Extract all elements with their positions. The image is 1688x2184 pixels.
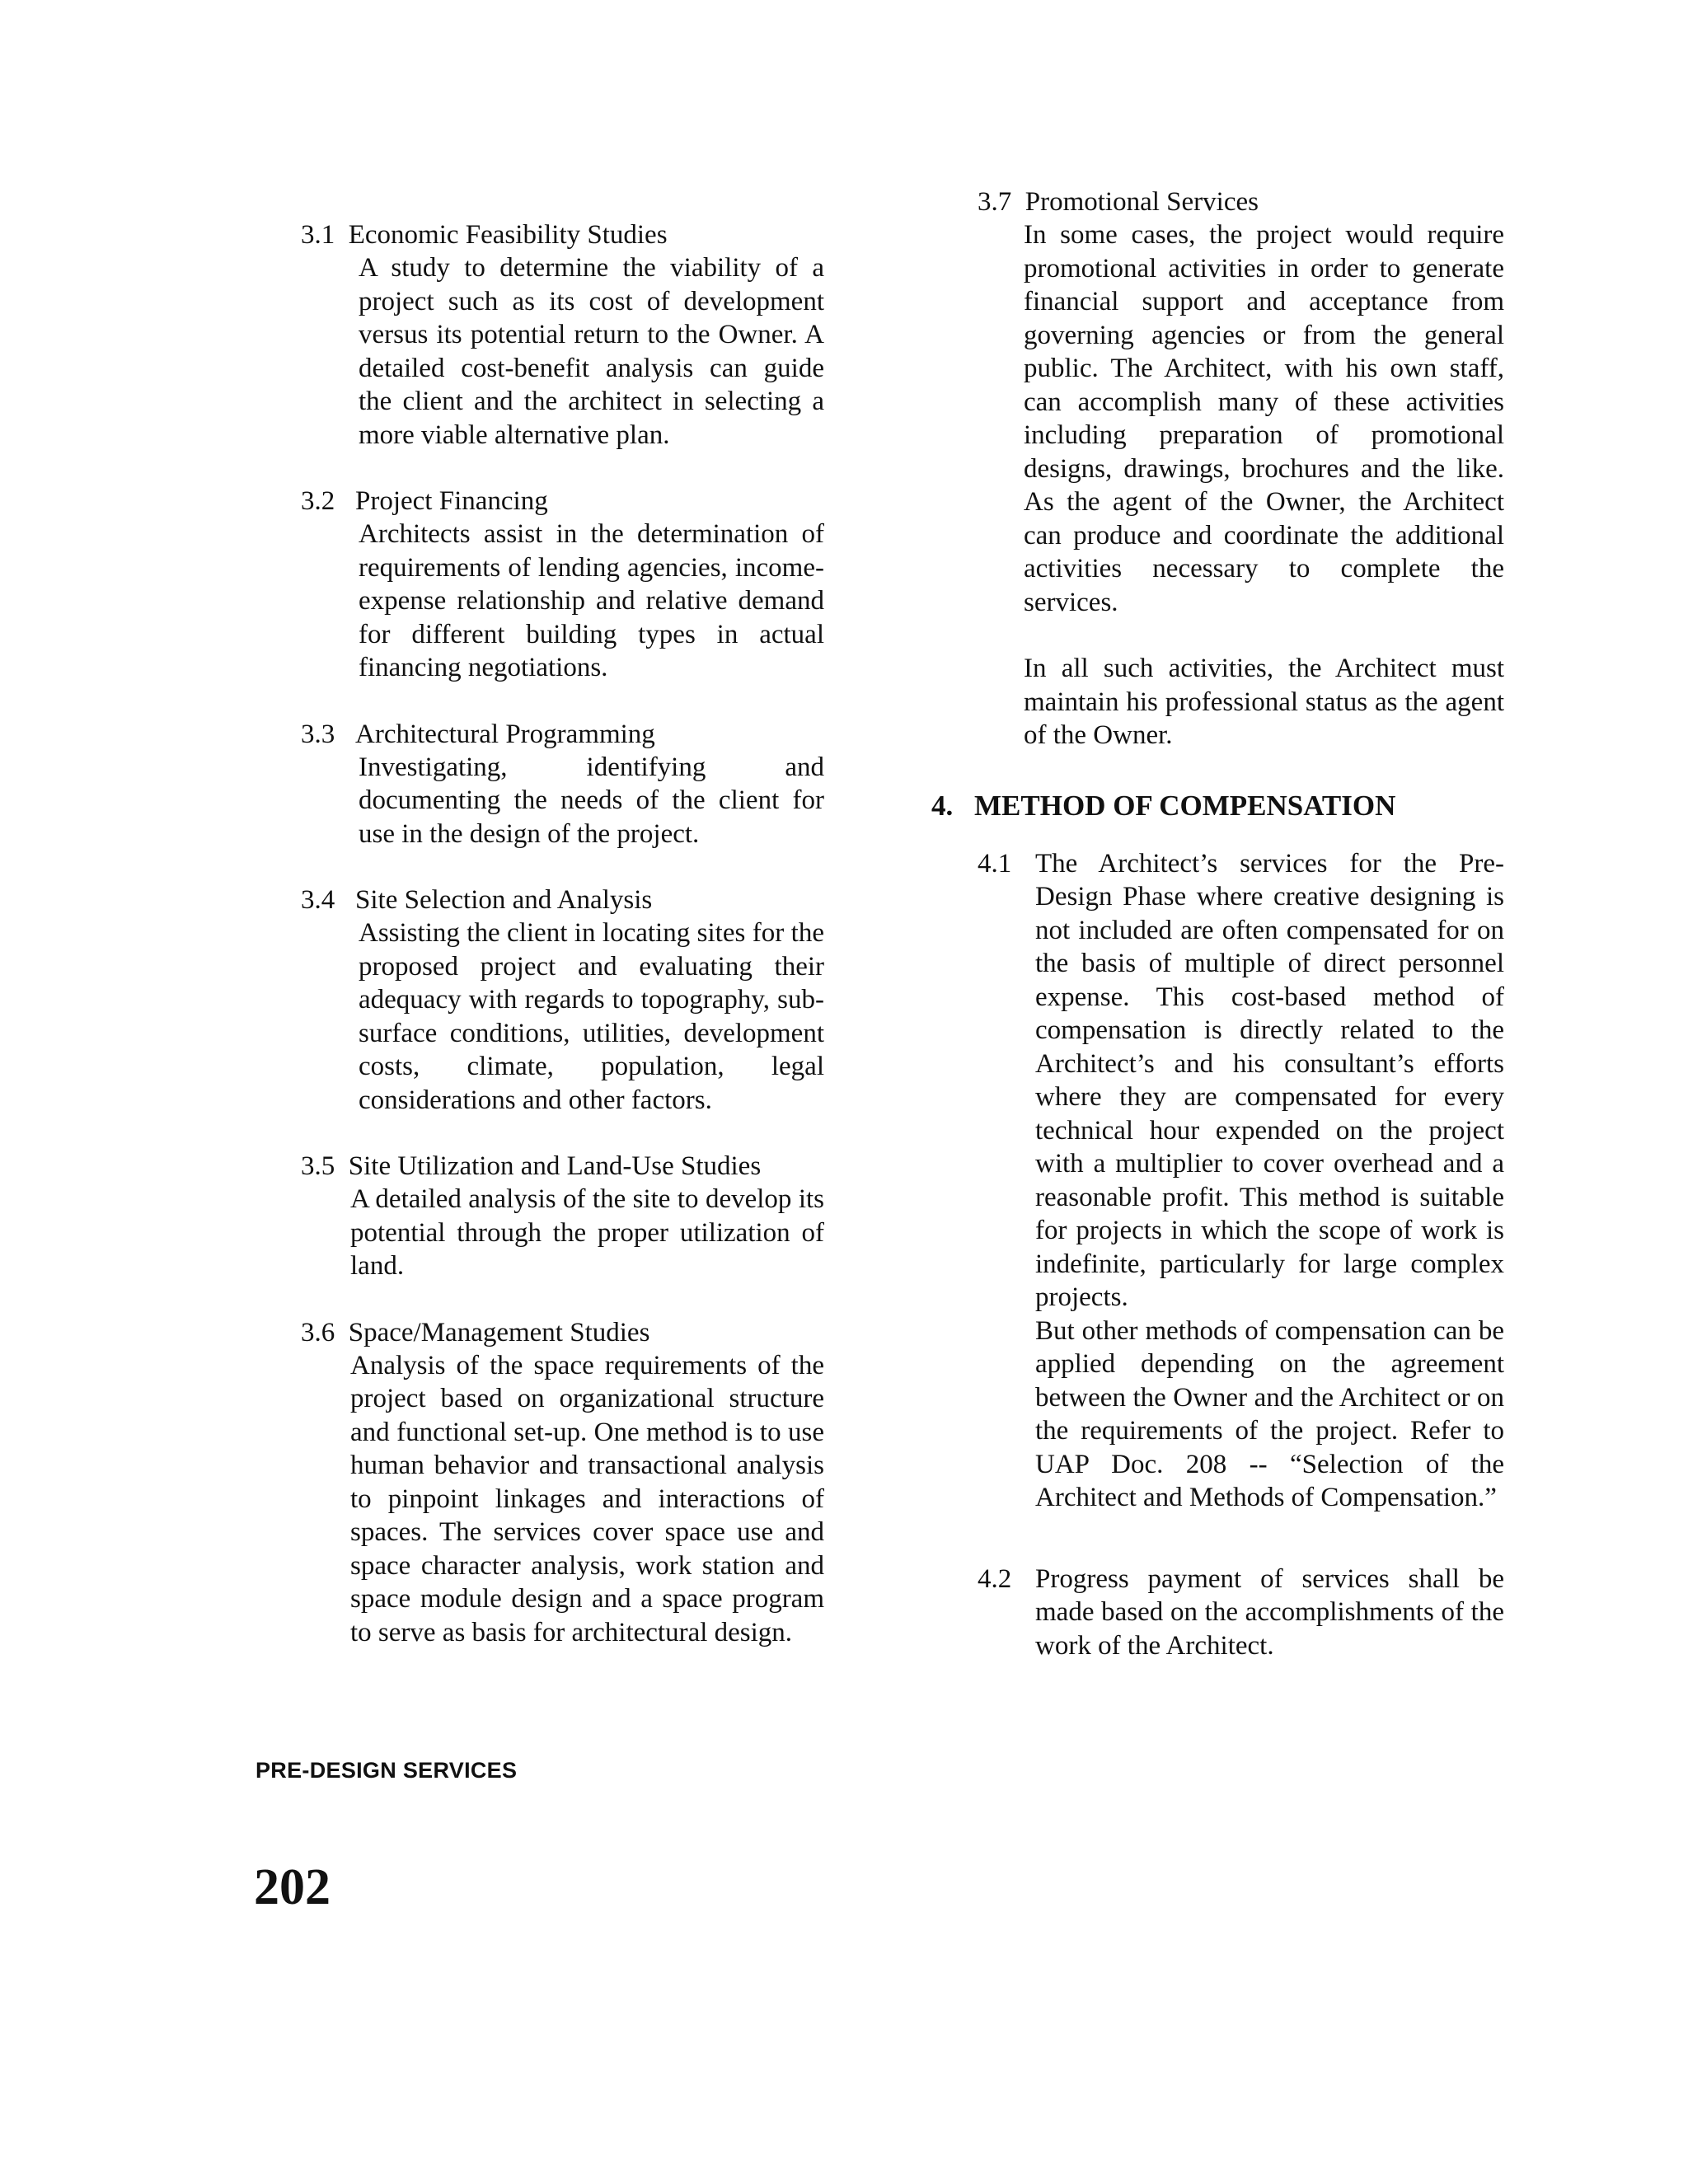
section-number: 3.4 bbox=[301, 885, 335, 915]
section-3-2 bbox=[301, 485, 824, 685]
paragraph: Analysis of the space requirements of the project based on organizational structure and functional set-up. One method is to use human behavior and transactional analysis to pinpoint linkages and interactions of spaces. The services cover space use and space character analysis, work station and space module design and a space program to serve as basis for architectural design. bbox=[350, 1350, 824, 1647]
section-title: Promotional Services bbox=[1025, 187, 1259, 217]
section-body bbox=[359, 251, 824, 452]
paragraph: A study to determine the viability of a project such as its cost of development versus its potential return to the Owner. A detailed cost-benefit analysis can guide the client and the architect in selecting a more viable alternative plan. bbox=[359, 253, 824, 450]
section-body bbox=[350, 1349, 824, 1650]
section-3-3 bbox=[301, 718, 824, 851]
section-number: 4.1 bbox=[978, 848, 1012, 879]
paragraph: The Architect’s services for the Pre-Design Phase where creative designing is not included are often compensated for on the basis of multiple of direct personnel expense. This cost-based method of compensation is directly related to the Architect’s and his consultant’s efforts where they are compensated for every technical hour expended on the project with a multiplier to cover overhead and a reasonable profit. This method is suitable for projects in which the scope of work is indefinite, particularly for large complex projects. bbox=[1035, 848, 1504, 1312]
left-column bbox=[301, 218, 824, 1682]
section-3-6 bbox=[301, 1316, 824, 1650]
section-3-4 bbox=[301, 883, 824, 1117]
section-heading bbox=[301, 883, 824, 916]
section-heading bbox=[978, 185, 1504, 218]
section-number: 3.5 bbox=[301, 1151, 335, 1181]
section-body bbox=[350, 1183, 824, 1283]
paragraph: Architects assist in the determination of requirements of lending agencies, income-expense relationship and relative demand for different building types in actual financing negotiations. bbox=[359, 519, 824, 682]
section-body bbox=[359, 518, 824, 685]
section-3-5 bbox=[301, 1150, 824, 1283]
section-4-2 bbox=[931, 1563, 1504, 1663]
section-title: Architectural Programming bbox=[355, 719, 655, 749]
section-heading bbox=[301, 1316, 824, 1349]
section-body bbox=[359, 751, 824, 851]
page-number: 202 bbox=[254, 1859, 331, 1915]
right-column bbox=[931, 185, 1504, 1687]
section-number: 3.6 bbox=[301, 1317, 335, 1347]
section-heading bbox=[301, 1150, 824, 1183]
section-number: 3.3 bbox=[301, 719, 335, 749]
section-number: 4.2 bbox=[978, 1563, 1012, 1594]
section-number: 3.7 bbox=[978, 187, 1012, 217]
paragraph: A detailed analysis of the site to develop its potential through the proper utilization of land. bbox=[350, 1184, 824, 1281]
section-number: 3.2 bbox=[301, 486, 335, 516]
section-title: Project Financing bbox=[355, 486, 548, 516]
section-body bbox=[1024, 218, 1504, 752]
section-heading bbox=[301, 718, 824, 751]
section-heading bbox=[301, 485, 824, 518]
heading-title: METHOD OF COMPENSATION bbox=[974, 789, 1396, 822]
footer-section-label: PRE-DESIGN SERVICES bbox=[256, 1758, 518, 1783]
section-heading bbox=[301, 218, 824, 251]
section-body bbox=[1035, 1563, 1504, 1663]
section-number: 3.1 bbox=[301, 220, 335, 250]
paragraph: In all such activities, the Architect must maintain his professional status as the agent of the Owner. bbox=[1024, 654, 1504, 750]
section-body bbox=[359, 916, 824, 1117]
section-title: Site Selection and Analysis bbox=[355, 885, 653, 915]
paragraph: Assisting the client in locating sites for the proposed project and evaluating their adequacy with regards to topography, sub-surface conditions, utilities, development costs, climate, population, legal considerations and other factors. bbox=[359, 918, 824, 1115]
section-4-1 bbox=[931, 847, 1504, 1515]
section-title: Space/Management Studies bbox=[348, 1317, 650, 1347]
section-title: Site Utilization and Land-Use Studies bbox=[348, 1151, 762, 1181]
heading-number: 4. bbox=[931, 789, 954, 822]
paragraph: Progress payment of services shall be made based on the accomplishments of the work of the Architect. bbox=[1035, 1563, 1504, 1661]
paragraph: Investigating, identifying and documenting the needs of the client for use in the design of the project. bbox=[359, 752, 824, 849]
section-3-1 bbox=[301, 218, 824, 452]
section-3-7 bbox=[931, 185, 1504, 752]
section-title: Economic Feasibility Studies bbox=[348, 220, 668, 250]
section-body bbox=[1035, 847, 1504, 1515]
method-of-compensation-heading bbox=[931, 790, 1504, 823]
paragraph: In some cases, the project would require promotional activities in order to generate financial support and acceptance from governing agencies or from the general public. The Architect, with his own staff, can accomplish many of these activities including preparation of promotional designs, drawings, brochures and the like. As the agent of the Owner, the Architect can produce and coordinate the additional activities necessary to complete the services. bbox=[1024, 220, 1504, 617]
paragraph: But other methods of compensation can be applied depending on the agreement between the Owner and the Architect or on the requirements of the project. Refer to UAP Doc. 208 -- “Selection of the Architect and Methods of Compensation.” bbox=[1035, 1315, 1504, 1512]
